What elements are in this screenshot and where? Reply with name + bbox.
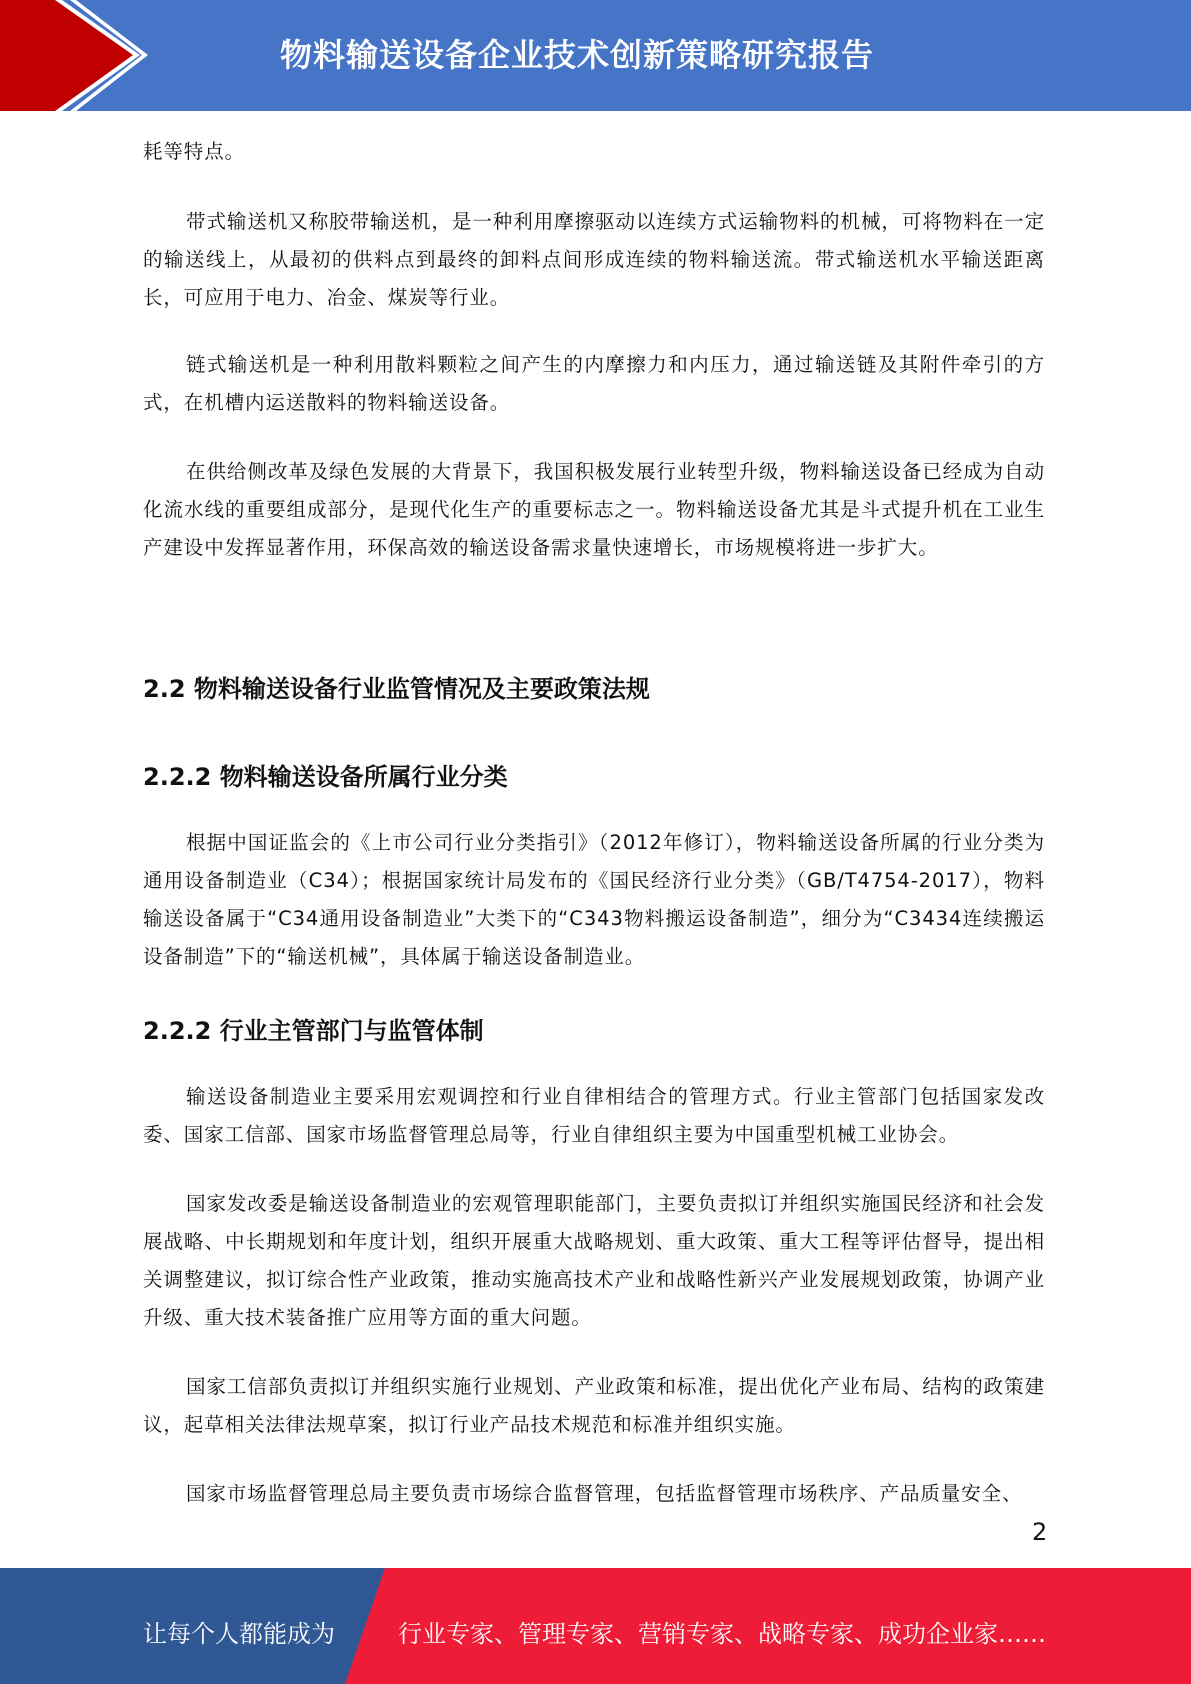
- footer-slogan-right: 行业专家、管理专家、营销专家、战略专家、成功企业家……: [398, 1620, 1046, 1648]
- footer-slogan-left: 让每个人都能成为: [143, 1620, 335, 1648]
- paragraph: 链式输送机是一种利用散料颗粒之间产生的内摩擦力和内压力，通过输送链及其附件牵引的方式，在机槽内运送散料的物料输送设备。: [143, 353, 1045, 414]
- page-header: [0, 0, 1191, 111]
- subsection-heading: 2.2.2 物料输送设备所属行业分类: [143, 763, 508, 791]
- paragraph: 耗等特点。: [143, 140, 246, 163]
- subsection-heading: 2.2.2 行业主管部门与监管体制: [143, 1017, 484, 1045]
- page-footer: [0, 1568, 1191, 1684]
- paragraph: 输送设备制造业主要采用宏观调控和行业自律相结合的管理方式。行业主管部门包括国家发改委、国家工信部、国家市场监督管理总局等，行业自律组织主要为中国重型机械工业协会。: [143, 1085, 1045, 1146]
- paragraph: 国家市场监督管理总局主要负责市场综合监督管理，包括监督管理市场秩序、产品质量安全、: [186, 1482, 1023, 1505]
- paragraph: 国家工信部负责拟订并组织实施行业规划、产业政策和标准，提出优化产业布局、结构的政策建议，起草相关法律法规草案，拟订行业产品技术规范和标准并组织实施。: [143, 1375, 1045, 1436]
- paragraph: 在供给侧改革及绿色发展的大背景下，我国积极发展行业转型升级，物料输送设备已经成为自动化流水线的重要组成部分，是现代化生产的重要标志之一。物料输送设备尤其是斗式提升机在工业生产建设中发挥显著作用，环保高效的输送设备需求量快速增长，市场规模将进一步扩大。: [143, 460, 1045, 559]
- section-heading: 2.2 物料输送设备行业监管情况及主要政策法规: [143, 675, 650, 703]
- page-number: 2: [1032, 1518, 1048, 1546]
- paragraph: 国家发改委是输送设备制造业的宏观管理职能部门，主要负责拟订并组织实施国民经济和社会发展战略、中长期规划和年度计划，组织开展重大战略规划、重大政策、重大工程等评估督导，提出相关调整建议，拟订综合性产业政策，推动实施高技术产业和战略性新兴产业发展规划政策，协调产业升级、重大技术装备推广应用等方面的重大问题。: [143, 1192, 1045, 1329]
- header-chevron-decoration: [0, 0, 160, 111]
- paragraph: 根据中国证监会的《上市公司行业分类指引》（2012年修订），物料输送设备所属的行业分类为通用设备制造业（C34）；根据国家统计局发布的《国民经济行业分类》（GB/T4754-2017），物料输送设备属于“C34通用设备制造业”大类下的“C343物料搬运设备制造”，细分为“C3434连续搬运设备制造”下的“输送机械”，具体属于输送设备制造业。: [143, 831, 1045, 968]
- report-title: 物料输送设备企业技术创新策略研究报告: [280, 36, 875, 74]
- paragraph: 带式输送机又称胶带输送机，是一种利用摩擦驱动以连续方式运输物料的机械，可将物料在一定的输送线上，从最初的供料点到最终的卸料点间形成连续的物料输送流。带式输送机水平输送距离长，可应用于电力、冶金、煤炭等行业。: [143, 210, 1045, 309]
